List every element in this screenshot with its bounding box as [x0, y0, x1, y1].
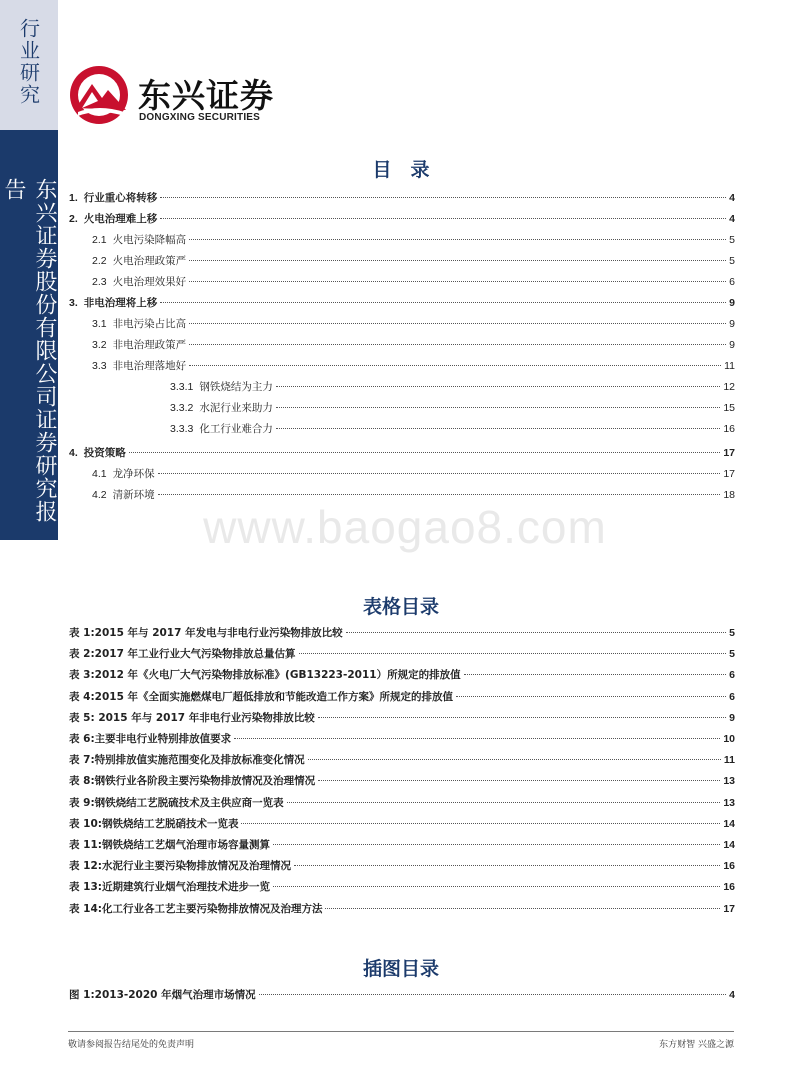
- toc-leader-dots: [189, 260, 726, 261]
- logo-english-name: DONGXING SECURITIES: [139, 112, 261, 123]
- table-entry-page: 14: [723, 817, 735, 830]
- table-leader-dots: [325, 908, 720, 909]
- table-leader-dots: [241, 823, 720, 824]
- toc-entry-label: 非电治理落地好: [112, 360, 187, 372]
- table-entry-label: 表 10:钢铁烧结工艺脱硝技术一览表: [69, 817, 239, 830]
- toc-entry[interactable]: [170, 421, 735, 437]
- toc-entry-number: 4.2: [92, 489, 107, 501]
- toc-leader-dots: [189, 281, 726, 282]
- table-entry-page: 6: [729, 669, 735, 682]
- toc-entry-label: 行业重心将转移: [83, 192, 158, 204]
- table-entry-label: 表 1:2015 年与 2017 年发电与非电行业污染物排放比较: [69, 627, 343, 639]
- toc-entry-label: 非电治理将上移: [83, 297, 158, 309]
- toc-entry-number: 3.3: [92, 360, 107, 372]
- toc-entry[interactable]: [92, 274, 735, 290]
- toc-leader-dots: [160, 218, 726, 219]
- toc-entry-label: 水泥行业来助力: [199, 402, 273, 414]
- table-entry-label: 表 4:2015 年《全面实施燃煤电厂超低排放和节能改造工作方案》所规定的排放值: [69, 690, 454, 703]
- toc-entry-page: 11: [724, 360, 735, 372]
- toc-entry[interactable]: [92, 337, 735, 353]
- footer-slogan: 东方财智 兴盛之源: [659, 1040, 734, 1050]
- toc-entry[interactable]: [92, 232, 735, 248]
- table-entry-page: 9: [729, 711, 735, 724]
- table-entry-label: 表 6:主要非电行业特别排放值要求: [69, 733, 232, 745]
- toc-leader-dots: [160, 302, 726, 303]
- toc-entry-page: 9: [729, 318, 735, 330]
- table-list-entry[interactable]: [69, 731, 735, 747]
- toc-entry-page: 12: [723, 381, 735, 393]
- table-entry-page: 10: [723, 733, 735, 745]
- toc-entry-label: 投资策略: [83, 447, 126, 459]
- toc-leader-dots: [160, 197, 726, 198]
- figures-title: 插图目录: [362, 958, 439, 980]
- table-list-entry[interactable]: [69, 773, 735, 789]
- company-logo: [68, 64, 278, 126]
- table-entry-label: 表 5: 2015 年与 2017 年非电行业污染物排放比较: [69, 711, 315, 724]
- table-leader-dots: [464, 674, 727, 675]
- toc-leader-dots: [189, 344, 726, 345]
- table-entry-page: 6: [729, 690, 735, 703]
- toc-leader-dots: [189, 365, 721, 366]
- toc-leader-dots: [189, 239, 726, 240]
- toc-entry-page: 17: [723, 468, 735, 480]
- toc-entry[interactable]: [170, 379, 735, 395]
- table-list-entry[interactable]: [69, 710, 735, 726]
- table-entry-label: 表 12:水泥行业主要污染物排放情况及治理情况: [69, 860, 291, 873]
- table-entry-label: 表 3:2012 年《火电厂大气污染物排放标准》(GB13223-2011）所规定的排放值: [69, 669, 461, 682]
- toc-entry-page: 9: [729, 297, 735, 309]
- toc-entry-page: 16: [723, 423, 735, 435]
- table-entry-page: 11: [723, 754, 735, 767]
- toc-leader-dots: [158, 494, 721, 495]
- toc-entry-label: 非电污染占比高: [112, 318, 187, 330]
- table-list-entry[interactable]: [69, 837, 735, 853]
- toc-entry[interactable]: [92, 316, 735, 332]
- toc-entry-number: 2.1: [92, 234, 107, 246]
- toc-entry-page: 17: [723, 447, 735, 459]
- toc-entry-page: 5: [729, 234, 735, 246]
- table-entry-label: 表 2:2017 年工业行业大气污染物排放总量估算: [69, 648, 296, 661]
- toc-entry-label: 钢铁烧结为主力: [199, 381, 273, 393]
- table-leader-dots: [318, 780, 720, 781]
- table-list-entry[interactable]: [69, 879, 735, 895]
- toc-entry-number: 3.3.2: [170, 402, 194, 414]
- table-entry-label: 表 13:近期建筑行业烟气治理技术进步一览: [69, 881, 270, 894]
- toc-leader-dots: [276, 428, 720, 429]
- table-entry-page: 13: [723, 796, 735, 809]
- logo-chinese-name: 东兴证券: [138, 76, 274, 115]
- tables-title: 表格目录: [362, 596, 439, 618]
- table-entry-page: 16: [723, 860, 735, 873]
- toc-entry[interactable]: [69, 190, 735, 206]
- sidebar-report-type: 行业研究: [16, 18, 41, 106]
- table-list-entry[interactable]: [69, 795, 735, 811]
- toc-entry-label: 清新环境: [112, 489, 155, 501]
- table-entry-page: 16: [723, 881, 735, 894]
- toc-entry-number: 4.1: [92, 468, 107, 480]
- table-list-entry[interactable]: [69, 646, 735, 662]
- table-leader-dots: [299, 653, 727, 654]
- toc-entry[interactable]: [69, 445, 735, 461]
- table-leader-dots: [294, 865, 720, 866]
- table-leader-dots: [273, 844, 720, 845]
- toc-entry[interactable]: [92, 358, 735, 374]
- toc-leader-dots: [276, 386, 720, 387]
- table-list-entry[interactable]: [69, 816, 735, 832]
- toc-entry-page: 6: [729, 276, 735, 288]
- toc-entry[interactable]: [69, 295, 735, 311]
- toc-entry-label: 龙净环保: [112, 468, 155, 480]
- table-entry-page: 5: [729, 627, 735, 639]
- toc-entry[interactable]: [170, 400, 735, 416]
- table-entry-page: 13: [723, 775, 735, 788]
- dongxing-logo-icon: [68, 64, 132, 126]
- toc-entry-label: 化工行业难合力: [199, 423, 273, 435]
- toc-entry-page: 9: [729, 339, 735, 351]
- footer-divider: [68, 1031, 734, 1032]
- table-list-entry[interactable]: [69, 901, 735, 917]
- table-entry-page: 17: [723, 902, 735, 915]
- toc-entry-number: 3.3.3: [170, 423, 194, 435]
- toc-entry-label: 非电治理政策严: [112, 339, 187, 351]
- table-leader-dots: [346, 632, 727, 633]
- toc-leader-dots: [158, 473, 721, 474]
- table-list-entry[interactable]: [69, 858, 735, 874]
- table-entry-page: 14: [723, 839, 735, 851]
- table-leader-dots: [234, 738, 720, 739]
- toc-entry-page: 4: [729, 192, 735, 204]
- table-list-entry[interactable]: [69, 625, 735, 641]
- toc-title: 目 录: [372, 159, 430, 181]
- toc-entry-number: 1.: [69, 192, 78, 204]
- table-entry-label: 表 14:化工行业各工艺主要污染物排放情况及治理方法: [69, 902, 323, 915]
- table-list-entry[interactable]: [69, 667, 735, 683]
- table-leader-dots: [273, 886, 720, 887]
- footer-disclaimer: 敬请参阅报告结尾处的免责声明: [68, 1040, 195, 1050]
- toc-entry-page: 5: [729, 255, 735, 267]
- table-entry-label: 表 9:钢铁烧结工艺脱硫技术及主供应商一览表: [69, 796, 284, 809]
- table-list-entry[interactable]: [69, 752, 735, 768]
- table-leader-dots: [287, 802, 721, 803]
- toc-leader-dots: [129, 452, 721, 453]
- table-leader-dots: [456, 696, 726, 697]
- toc-leader-dots: [189, 323, 726, 324]
- toc-entry-label: 火电治理政策严: [112, 255, 187, 267]
- table-entry-label: 表 8:钢铁行业各阶段主要污染物排放情况及治理情况: [69, 775, 316, 788]
- table-list-entry[interactable]: [69, 689, 735, 705]
- table-leader-dots: [308, 759, 721, 760]
- table-leader-dots: [318, 717, 726, 718]
- toc-entry-page: 15: [723, 402, 735, 414]
- table-entry-label: 表 11:钢铁烧结工艺烟气治理市场容量测算: [69, 839, 270, 851]
- toc-entry[interactable]: [69, 211, 735, 227]
- toc-entry-label: 火电污染降幅高: [112, 234, 187, 246]
- sidebar-company: 东兴证券股份有限公司证券研究报告: [1, 178, 57, 523]
- toc-entry[interactable]: [92, 253, 735, 269]
- figure-entry-page: 4: [729, 989, 735, 1001]
- toc-entry-page: 18: [723, 489, 735, 501]
- table-entry-page: 5: [729, 648, 735, 661]
- toc-entry-number: 3.3.1: [170, 381, 194, 393]
- toc-entry-number: 2.: [69, 213, 78, 225]
- toc-entry-label: 火电治理难上移: [83, 213, 158, 225]
- toc-entry-number: 3.2: [92, 339, 107, 351]
- toc-entry-number: 4.: [69, 447, 78, 459]
- toc-entry-number: 2.3: [92, 276, 107, 288]
- toc-entry-number: 3.: [69, 297, 78, 309]
- watermark: www.baogao8.com: [203, 501, 607, 553]
- toc-entry-page: 4: [729, 213, 735, 225]
- figure-entry-label: 图 1:2013-2020 年烟气治理市场情况: [69, 989, 256, 1001]
- toc-entry-number: 3.1: [92, 318, 107, 330]
- toc-leader-dots: [276, 407, 720, 408]
- table-entry-label: 表 7:特别排放值实施范围变化及排放标准变化情况: [69, 754, 305, 767]
- figure-leader-dots: [259, 994, 727, 995]
- figure-list-entry[interactable]: [69, 987, 735, 1003]
- toc-entry-number: 2.2: [92, 255, 107, 267]
- toc-entry[interactable]: [92, 466, 735, 482]
- toc-entry-label: 火电治理效果好: [112, 276, 187, 288]
